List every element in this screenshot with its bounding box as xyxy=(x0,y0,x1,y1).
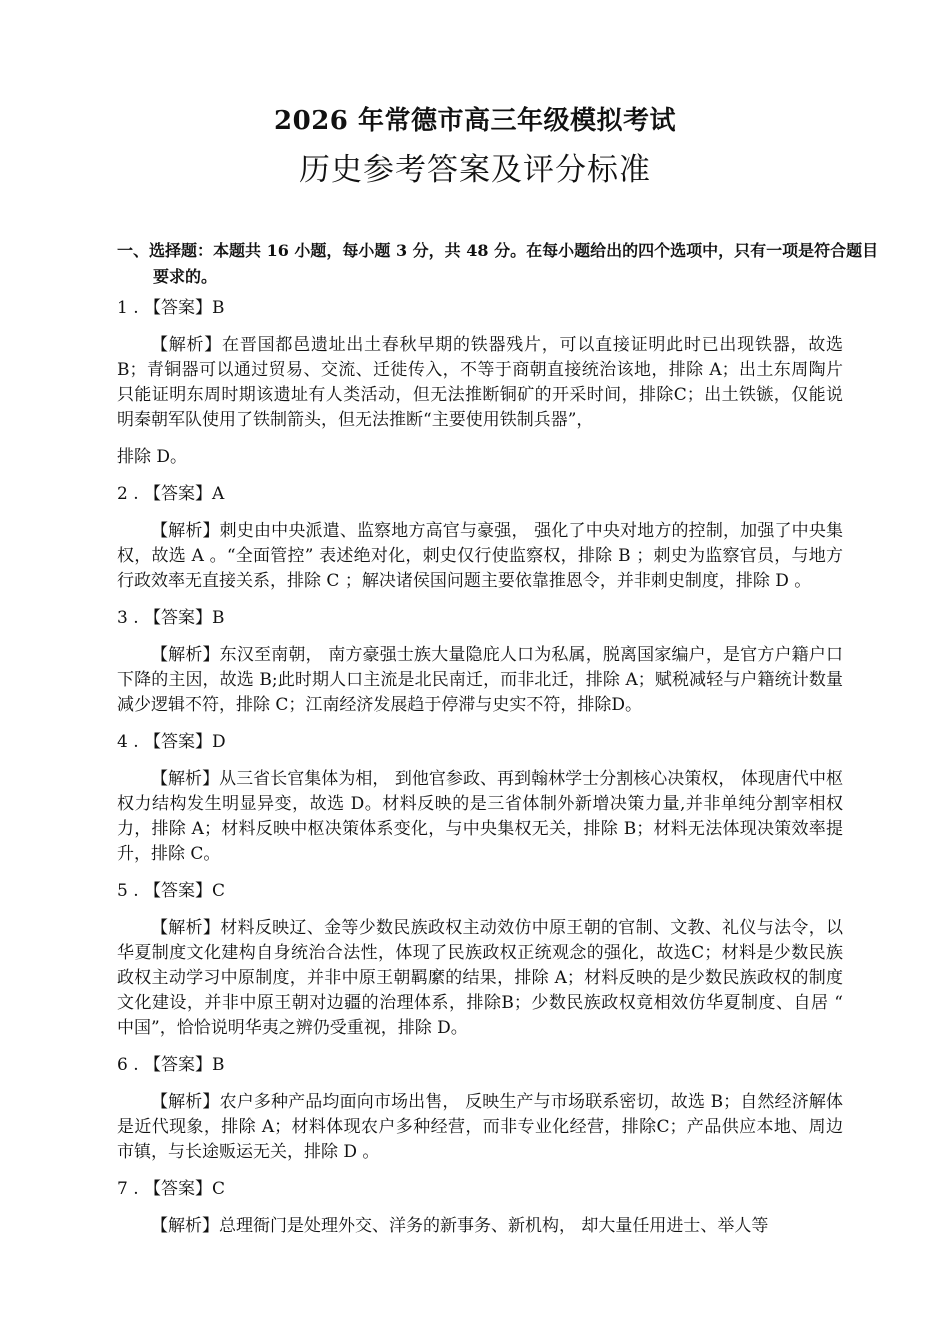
analysis-paragraph: 【解析】东汉至南朝， 南方豪强士族大量隐庇人口为私属，脱离国家编户，是官方户籍户口下降的主因，故选 B;此时期人口主流是北民南迁，而非北迁，排除 A；赋税减轻与户籍统计数量减少逻辑不符，排除 C；江南经济发展趋于停滞与史实不符，排除D。 xyxy=(117,645,843,715)
answer-line: 4 . 【答案】D xyxy=(117,732,226,752)
analysis-paragraph: 【解析】总理衙门是处理外交、洋务的新事务、新机构， 却大量任用进士、举人等 xyxy=(151,1216,769,1236)
answer-line: 2 . 【答案】A xyxy=(117,484,225,504)
analysis-paragraph: 【解析】在晋国都邑遗址出土春秋早期的铁器残片，可以直接证明此时已出现铁器，故选 B；青铜器可以通过贸易、交流、迁徙传入，不等于商朝直接统治该地，排除 A；出土东周陶片只能证明东周时期该遗址有人类活动，但无法推断铜矿的开采时间，排除C；出土铁镞，仅能说明秦朝军队使用了铁制箭头，但无法推断“主要使用铁制兵器”， xyxy=(117,335,843,430)
answer-item xyxy=(117,730,843,867)
analysis-continuation: 排除 D。 xyxy=(117,447,188,467)
analysis-paragraph: 【解析】从三省长官集体为相， 到他官参政、再到翰林学士分割核心决策权， 体现唐代中枢权力结构发生明显异变，故选 D。材料反映的是三省体制外新增决策力量,并非单纯分割宰相权力，排除 A；材料反映中枢决策体系变化，与中央集权无关，排除 B；材料无法体现决策效率提升，排除 C。 xyxy=(117,769,843,864)
answer-line: 6 . 【答案】B xyxy=(117,1055,225,1075)
answer-line: 3 . 【答案】B xyxy=(117,608,225,628)
answer-line: 7 . 【答案】C xyxy=(117,1179,226,1199)
answer-list xyxy=(117,296,843,1251)
answer-line: 1 . 【答案】B xyxy=(117,298,225,318)
answer-item xyxy=(117,879,843,1041)
answer-item xyxy=(117,606,843,718)
answer-item xyxy=(117,296,843,470)
section-heading: 一、选择题：本题共 16 小题，每小题 3 分，共 48 分。在每小题给出的四个选项中，只有一项是符合题目要求的。 xyxy=(117,241,879,286)
answer-line: 5 . 【答案】C xyxy=(117,881,226,901)
analysis-paragraph: 【解析】刺史由中央派遣、监察地方高官与豪强， 强化了中央对地方的控制，加强了中央集权，故选 A 。“全面管控” 表述绝对化，刺史仅行使监察权，排除 B ；刺史为监察官员，与地方行政效率无直接关系，排除 C ；解决诸侯国问题主要依靠推恩令，并非刺史制度，排除 D 。 xyxy=(117,521,843,591)
answer-item xyxy=(117,1177,843,1239)
analysis-paragraph: 【解析】农户多种产品均面向市场出售， 反映生产与市场联系密切，故选 B；自然经济解体是近代现象，排除 A；材料体现农户多种经营，而非专业化经营，排除C；产品供应本地、周边市镇，与长途贩运无关，排除 D 。 xyxy=(117,1092,843,1162)
answer-item xyxy=(117,1053,843,1165)
answer-item xyxy=(117,482,843,594)
document-title: 2026 年常德市高三年级模拟考试 xyxy=(274,106,676,136)
document-subtitle: 历史参考答案及评分标准 xyxy=(299,152,651,188)
analysis-paragraph: 【解析】材料反映辽、金等少数民族政权主动效仿中原王朝的官制、文教、礼仪与法令，以华夏制度文化建构自身统治合法性，体现了民族政权正统观念的强化，故选C；材料是少数民族政权主动学习中原制度，并非中原王朝羁縻的结果，排除 A；材料反映的是少数民族政权的制度文化建设，并非中原王朝对边疆的治理体系，排除B；少数民族政权竟相效仿华夏制度、自居 “ 中国”，恰恰说明华夷之辨仍受重视，排除 D。 xyxy=(117,918,843,1038)
